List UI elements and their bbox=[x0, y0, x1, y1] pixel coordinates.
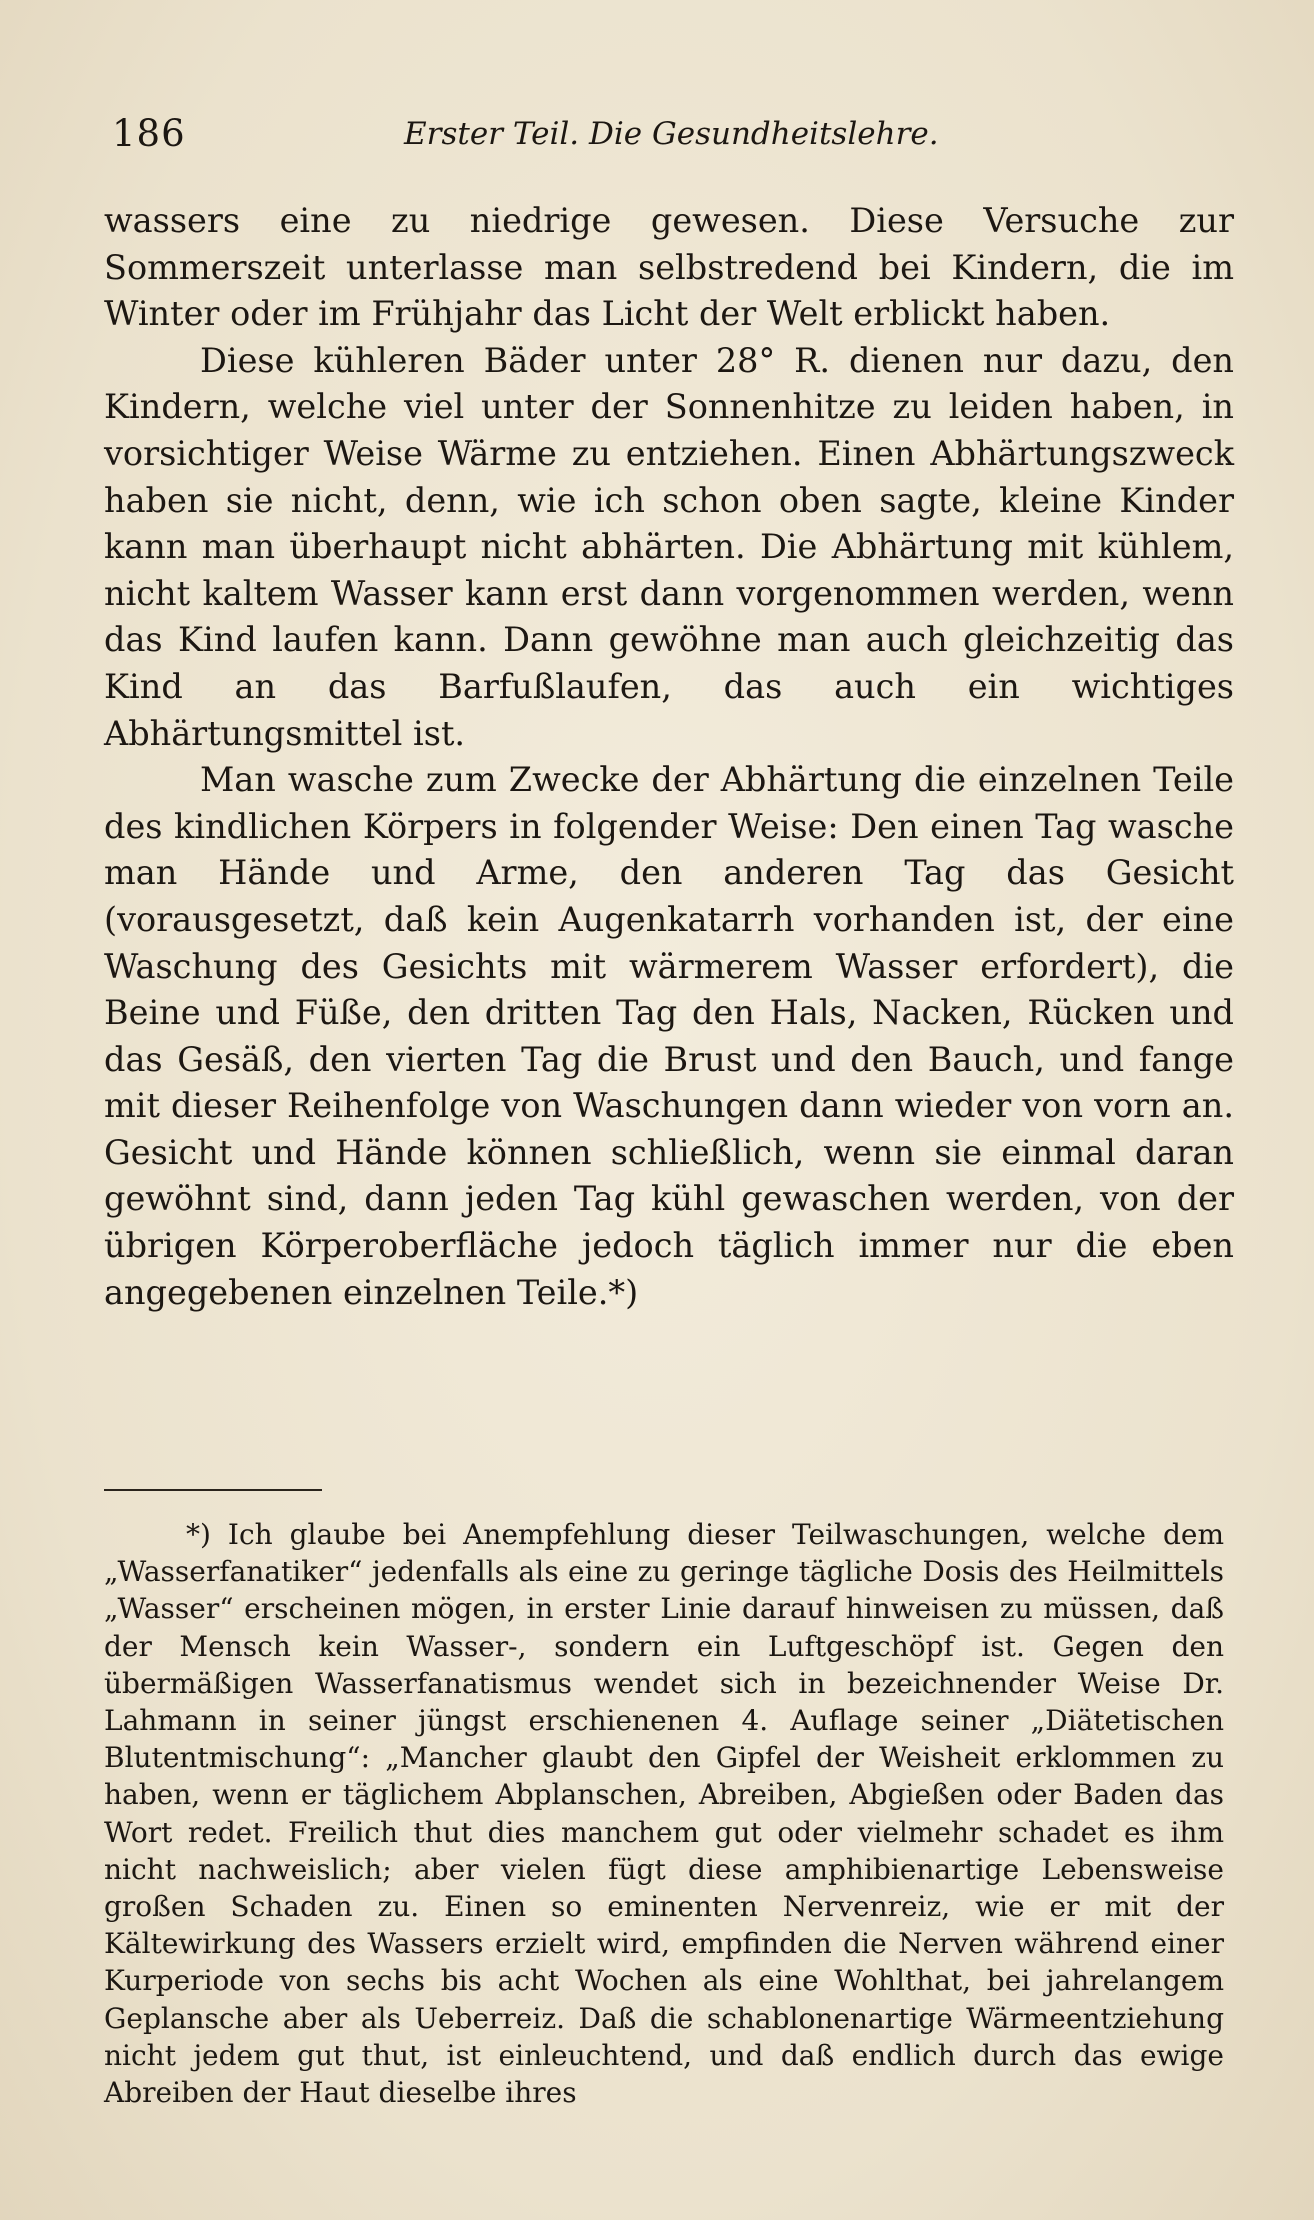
main-text bbox=[104, 198, 1234, 1316]
paragraph-2: Diese kühleren Bäder unter 28° R. dienen nur dazu, den Kindern, welche viel unter der Sonnenhitze zu leiden haben, in vorsichtiger Weise Wärme zu entziehen. Einen Abhärtungszweck haben sie nicht, denn, wie ich schon oben sagte, kleine Kinder kann man überhaupt nicht abhärten. Die Abhärtung mit kühlem, nicht kaltem Wasser kann erst dann vorgenommen werden, wenn das Kind laufen kann. Dann gewöhne man auch gleichzeitig das Kind an das Barfußlaufen, das auch ein wichtiges Abhärtungsmittel ist. bbox=[104, 340, 1234, 753]
page-header bbox=[112, 112, 1232, 162]
paragraph-3: Man wasche zum Zwecke der Abhärtung die einzelnen Teile des kindlichen Körpers in folgender Weise: Den einen Tag wasche man Hände und Arme, den anderen Tag das Gesicht (vorausgesetzt, daß kein Augenkatarrh vorhanden ist, der eine Waschung des Gesichts mit wärmerem Wasser erfordert), die Beine und Füße, den dritten Tag den Hals, Nacken, Rücken und das Gesäß, den vierten Tag die Brust und den Bauch, und fange mit dieser Reihenfolge von Waschungen dann wieder von vorn an. Gesicht und Hände können schließlich, wenn sie einmal daran gewöhnt sind, dann jeden Tag kühl gewaschen werden, von der übrigen Körperoberfläche jedoch täglich immer nur die eben angegebenen einzelnen Teile.*) bbox=[104, 760, 1234, 1312]
footnote-divider bbox=[104, 1489, 322, 1491]
page-number: 186 bbox=[112, 112, 186, 155]
running-head: Erster Teil. Die Gesundheitslehre. bbox=[404, 116, 939, 152]
footnote-text: *) Ich glaube bei Anempfehlung dieser Teilwaschungen, welche dem „Wasserfanatiker“ jedenfalls als eine zu geringe tägliche Dosis des Heilmittels „Wasser“ erscheinen mögen, in erster Linie darauf hinweisen zu müssen, daß der Mensch kein Wasser-, sondern ein Luftgeschöpf ist. Gegen den übermäßigen Wasserfanatismus wendet sich in bezeichnender Weise Dr. Lahmann in seiner jüngst erschienenen 4. Auflage seiner „Diätetischen Blutentmischung“: „Mancher glaubt den Gipfel der Weisheit erklommen zu haben, wenn er täglichem Abplanschen, Abreiben, Abgießen oder Baden das Wort redet. Freilich thut dies manchem gut oder vielmehr schadet es ihm nicht nachweislich; aber vielen fügt diese amphibienartige Lebensweise großen Schaden zu. Einen so eminenten Nervenreiz, wie er mit der Kältewirkung des Wassers erzielt wird, empfinden die Nerven während einer Kurperiode von sechs bis acht Wochen als eine Wohlthat, bei jahrelangem Geplansche aber als Ueberreiz. Daß die schablonenartige Wärmeentziehung nicht jedem gut thut, ist einleuchtend, und daß endlich durch das ewige Abreiben der Haut dieselbe ihres bbox=[104, 1518, 1224, 2110]
paragraph-1: wassers eine zu niedrige gewesen. Diese Versuche zur Sommerszeit unterlasse man selbstredend bei Kindern, die im Winter oder im Frühjahr das Licht der Welt erblickt haben. bbox=[104, 201, 1234, 334]
footnote bbox=[104, 1516, 1224, 2111]
